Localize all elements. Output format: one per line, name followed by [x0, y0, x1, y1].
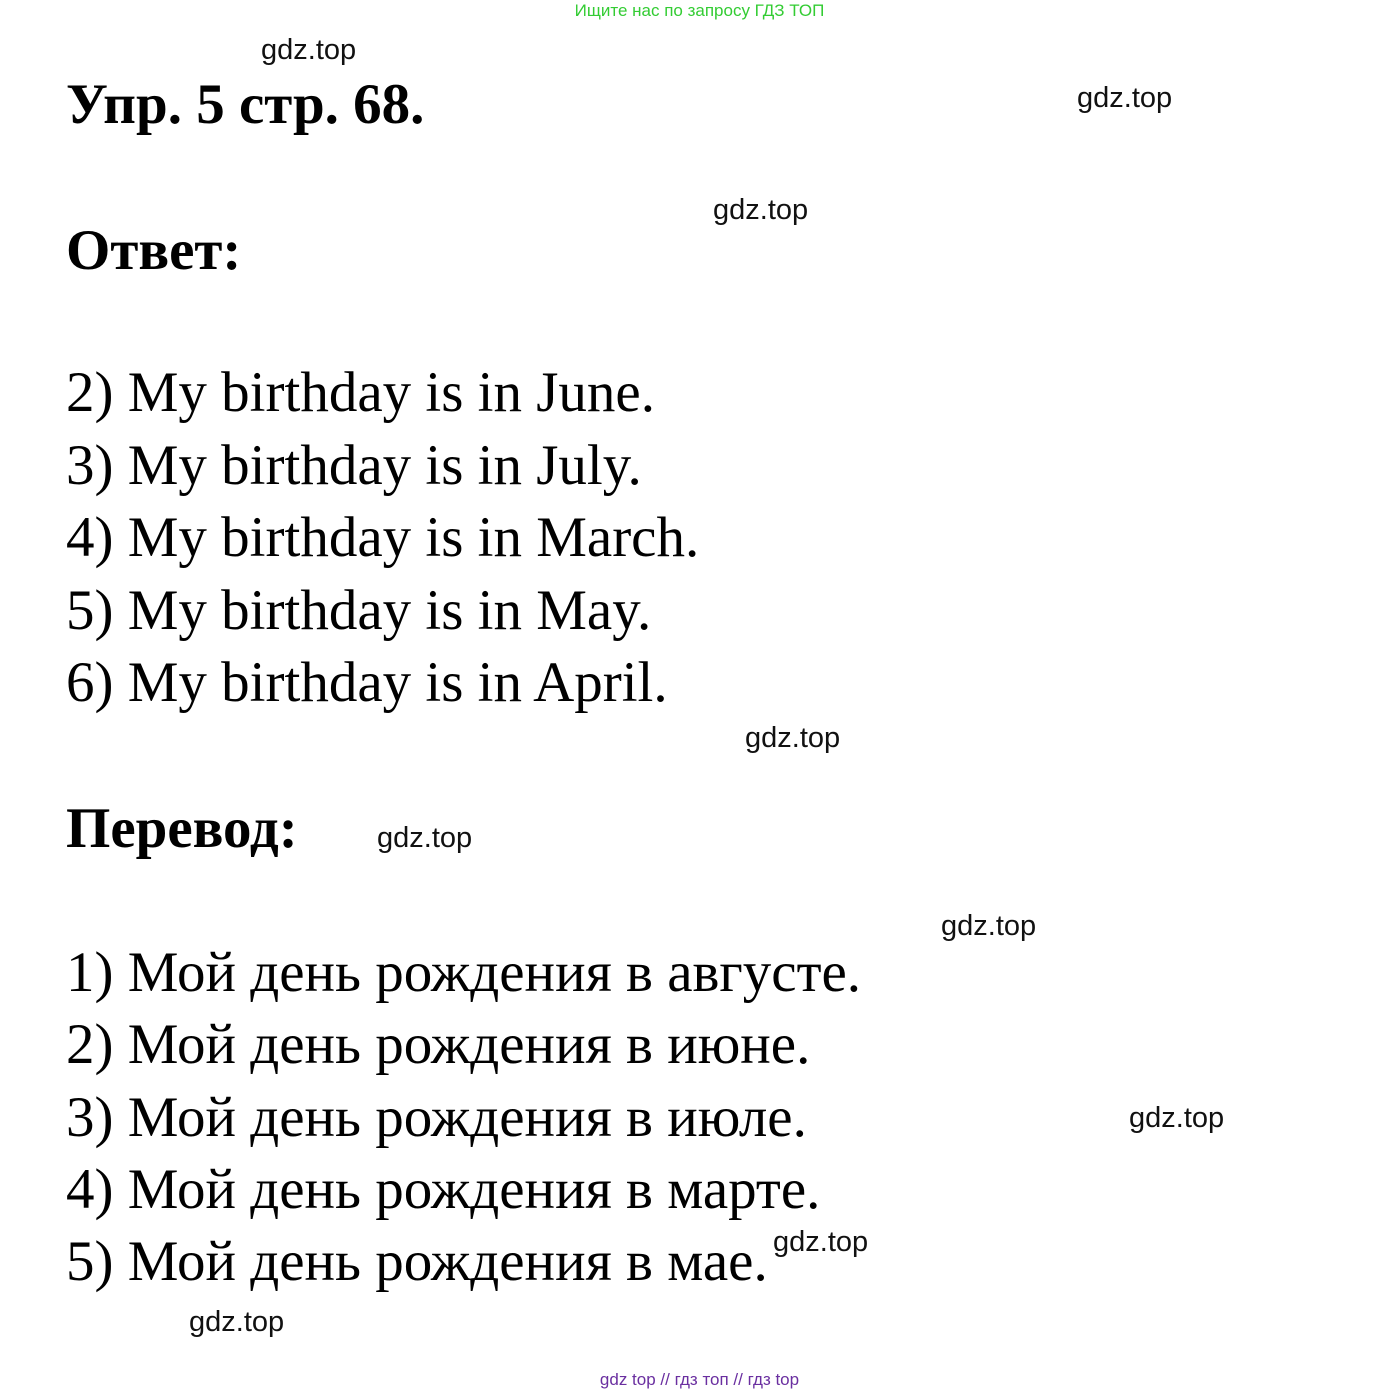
answer-line: 4) My birthday is in March. [66, 506, 700, 569]
answer-line: 2) My birthday is in June. [66, 361, 655, 424]
translation-line: 5) Мой день рождения в мае. [66, 1230, 768, 1293]
translation-line: 2) Мой день рождения в июне. [66, 1013, 811, 1076]
watermark: gdz.top [941, 910, 1037, 942]
answer-line: 3) My birthday is in July. [66, 434, 642, 497]
translation-heading: Перевод: [66, 797, 298, 860]
answer-heading: Ответ: [66, 219, 242, 282]
watermark: gdz.top [261, 34, 357, 66]
translation-line: 4) Мой день рождения в марте. [66, 1158, 821, 1221]
translation-line: 3) Мой день рождения в июле. [66, 1086, 807, 1149]
watermark: gdz.top [377, 822, 473, 854]
answer-line: 6) My birthday is in April. [66, 651, 668, 714]
watermark: gdz.top [189, 1306, 285, 1338]
footer-links: gdz top // гдз топ // гдз top [599, 1370, 800, 1389]
translation-line: 1) Мой день рождения в августе. [66, 941, 862, 1004]
watermark: gdz.top [1129, 1102, 1225, 1134]
watermark: gdz.top [713, 194, 809, 226]
answer-line: 5) My birthday is in May. [66, 579, 652, 642]
top-banner: Ищите нас по запросу ГДЗ ТОП [574, 1, 825, 20]
watermark: gdz.top [1077, 82, 1173, 114]
watermark: gdz.top [773, 1226, 869, 1258]
page-title: Упр. 5 стр. 68. [66, 73, 425, 136]
watermark: gdz.top [745, 722, 841, 754]
